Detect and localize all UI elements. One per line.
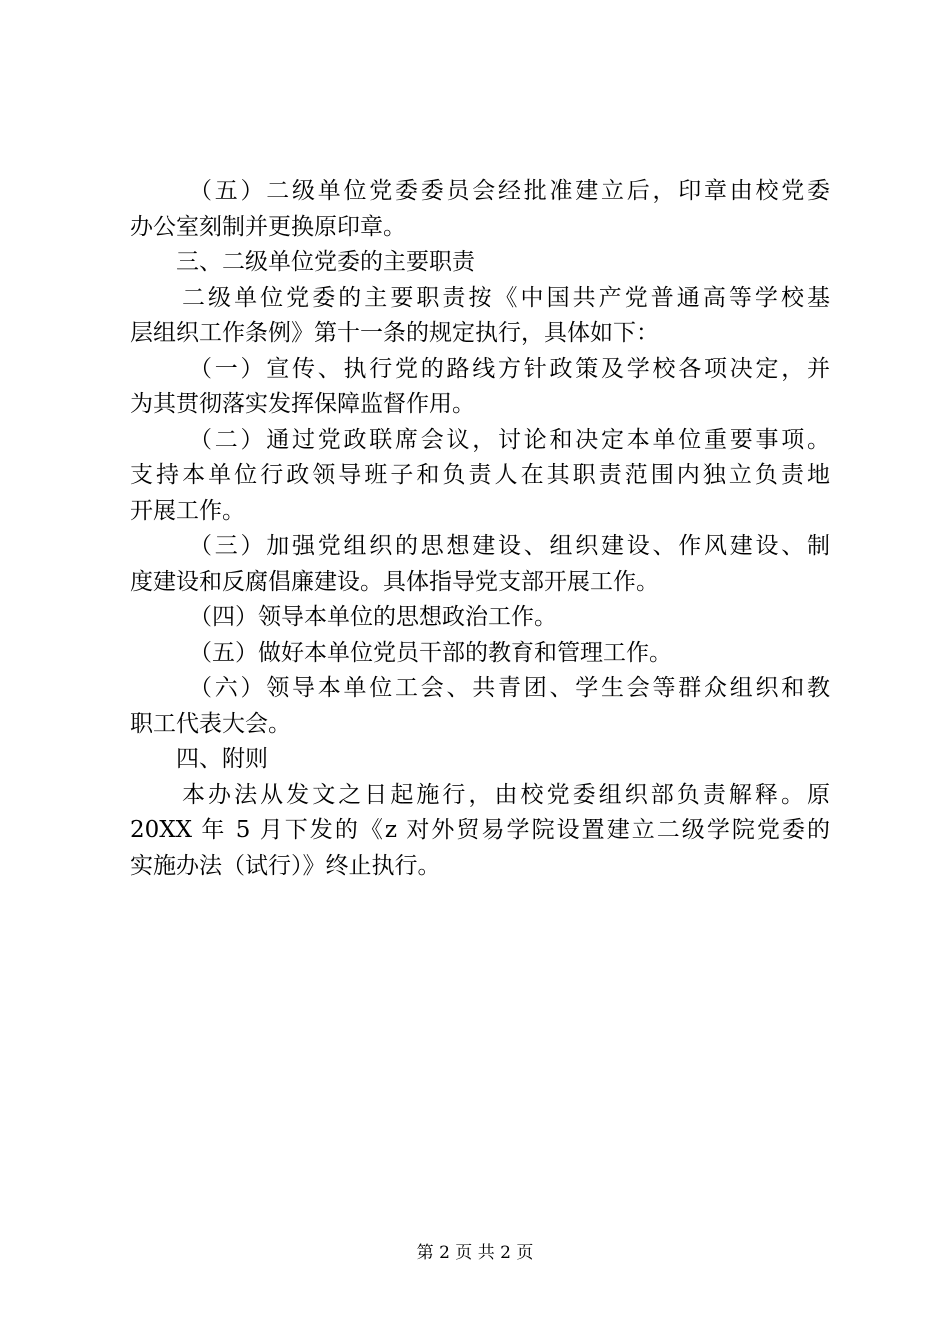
paragraph-line: 本办法从发文之日起施行，由校党委组织部负责解释。原 [182,781,830,808]
paragraph-line: 开展工作。 [130,497,245,524]
paragraph-line: （四）领导本单位的思想政治工作。 [189,604,557,630]
page-footer [0,1242,950,1264]
paragraph-line: 二级单位党委的主要职责按《中国共产党普通高等学校基 [182,284,830,311]
section-heading: 三、二级单位党委的主要职责 [176,249,475,275]
paragraph-line: 支持本单位行政领导班子和负责人在其职责范围内独立负责地 [130,462,830,488]
paragraph-line: 办公室刻制并更换原印章。 [130,213,406,240]
section-heading: 四、附则 [176,746,268,772]
paragraph-line: （一）宣传、执行党的路线方针政策及学校各项决定，并 [189,355,830,382]
document-body [130,174,830,884]
paragraph-line: 实施办法（试行）》终止执行。 [130,852,441,879]
paragraph-line: 层组织工作条例》第十一条的规定执行，具体如下： [130,320,659,346]
paragraph-line: 度建设和反腐倡廉建设。具体指导党支部开展工作。 [130,568,659,595]
page-number: 第 2 页 共 2 页 [416,1243,534,1263]
paragraph-line: （五）做好本单位党员干部的教育和管理工作。 [189,639,672,666]
paragraph-line: 为其贯彻落实发挥保障监督作用。 [130,391,475,417]
paragraph-line: （六）领导本单位工会、共青团、学生会等群众组织和教 [189,675,830,701]
paragraph-line: （五）二级单位党委委员会经批准建立后，印章由校党委 [189,178,830,204]
paragraph-line: 20XX 年 5 月下发的《z 对外贸易学院设置建立二级学院党委的 [130,817,830,843]
paragraph-line: （二）通过党政联席会议，讨论和决定本单位重要事项。 [189,426,830,453]
paragraph-line: 职工代表大会。 [130,710,291,737]
paragraph-line: （三）加强党组织的思想建设、组织建设、作风建设、制 [189,533,830,559]
